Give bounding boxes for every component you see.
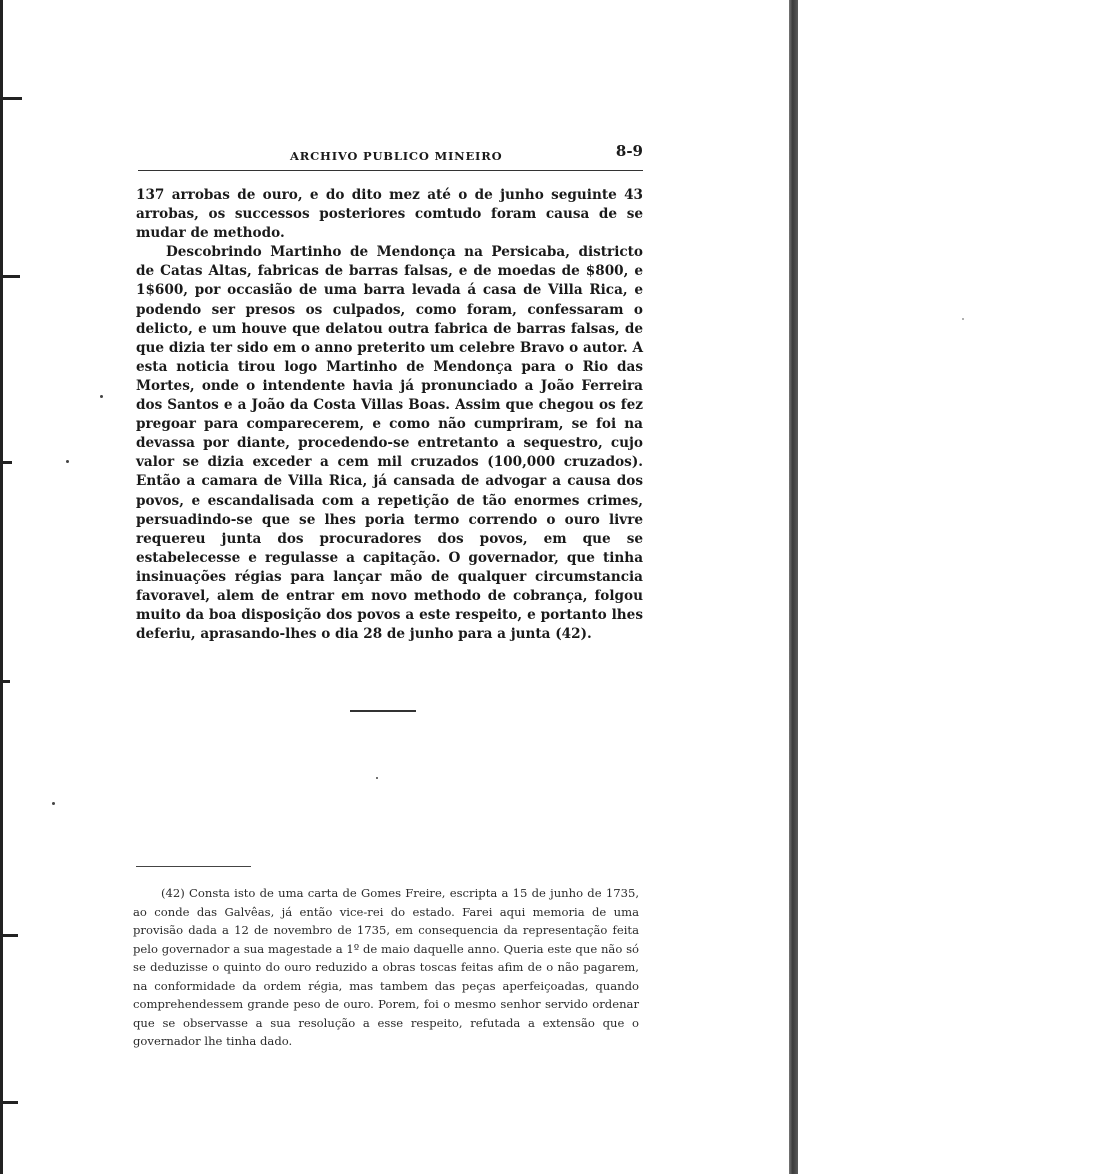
scan-speck	[66, 460, 69, 463]
paragraph: 137 arrobas de ouro, e do dito mez até o de junho seguinte 43 arrobas, os successos posteriores comtudo foram causa de se mudar de methodo.	[136, 187, 643, 242]
header-rule	[138, 170, 643, 171]
scan-speck	[52, 802, 55, 805]
scan-speck	[962, 318, 964, 320]
footnote	[133, 884, 639, 1051]
page-header	[138, 142, 643, 172]
footnote-marker: (42)	[161, 886, 185, 900]
scan-right-edge	[789, 0, 798, 1174]
scan-edge-mark	[0, 680, 10, 683]
body-text	[136, 186, 643, 644]
scan-speck	[100, 395, 103, 398]
footnote-text: Consta isto de uma carta de Gomes Freire, escripta a 15 de junho de 1735, ao conde das Galvêas, já então vice-rei do estado. Farei aqui memoria de uma provisão dada a 12 de novembro de 1735, em consequencia da representação feita pelo governador a sua magestade a 1º de maio daquelle anno. Queria este que não só se deduzisse o quinto do ouro reduzido a obras toscas feitas afim de o não pagarem, na conformidade da ordem régia, mas tambem das peças aperfeiçoadas, quando comprehendessem grande peso de ouro. Porem, foi o mesmo senhor servido ordenar que se observasse a sua resolução a esse respeito, refutada a extensão que o governador lhe tinha dado.	[133, 886, 640, 1048]
page-number: 8-9	[615, 142, 643, 160]
scan-edge-mark	[0, 97, 22, 100]
scan-edge-mark	[0, 1101, 18, 1104]
scan-left-edge	[0, 0, 3, 1174]
paragraph: Descobrindo Martinho de Mendonça na Persicaba, districto de Catas Altas, fabricas de barras falsas, e de moedas de $800, e 1$600, por occasião de uma barra levada á casa de Villa Rica, e podendo ser presos os culpados, como foram, confessaram o delicto, e um houve que delatou outra fabrica de barras falsas, de que dizia ter sido em o anno preterito um celebre Bravo o autor. A esta noticia tirou logo Martinho de Mendonça para o Rio das Mortes, onde o intendente havia já pronunciado a João Ferreira dos Santos e a João da Costa Villas Boas. Assim que chegou os fez pregoar para comparecerem, e como não cumpriram, se foi na devassa por diante, procedendo-se entretanto a sequestro, cujo valor se dizia exceder a cem mil cruzados (100,000 cruzados). Então a camara de Villa Rica, já cansada de advogar a causa dos povos, e escandalisada com a repetição de tão enormes crimes, persuadindo-se que se lhes poria termo correndo o ouro livre requereu junta dos procuradores dos povos, em que se estabelecesse e regulasse a capitação. O governador, que tinha insinuações régias para lançar mão de qualquer circumstancia favoravel, alem de entrar em novo methodo de cobrança, folgou muito da boa disposição dos povos a este respeito, e portanto lhes deferiu, aprasando-lhes o dia 28 de junho para a junta (42).	[136, 244, 643, 643]
running-title: ARCHIVO PUBLICO MINEIRO	[290, 149, 503, 163]
scan-speck	[376, 777, 378, 779]
scan-edge-mark	[0, 934, 18, 937]
scan-edge-mark	[0, 461, 12, 464]
scan-edge-mark	[0, 275, 20, 278]
footnote-rule	[136, 866, 251, 867]
section-divider	[350, 710, 416, 712]
